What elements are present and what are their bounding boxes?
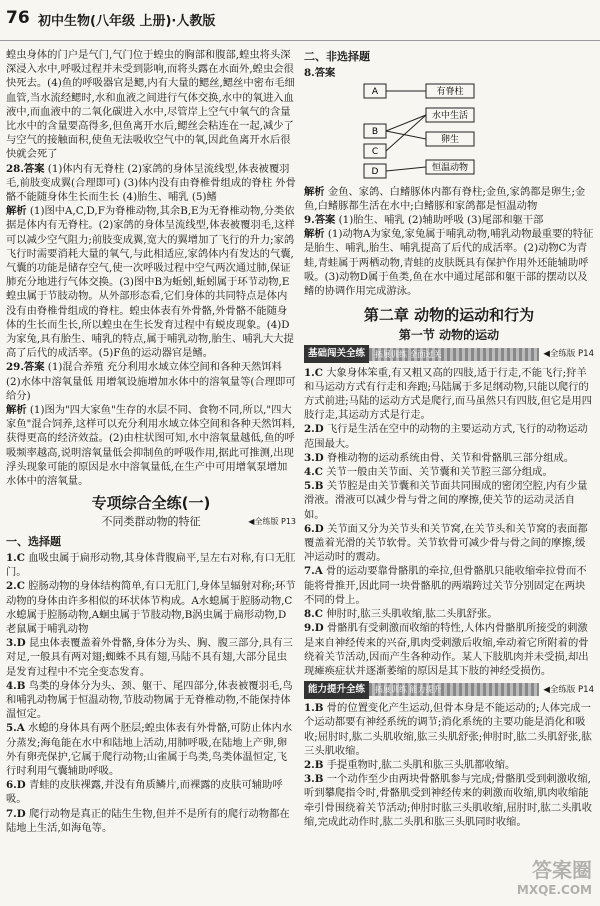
paragraph: 蝗虫身体的门户是气门,气门位于蝗虫的胸部和腹部,蝗虫将头深深浸入水中,呼吸过程并未受到影响,而将头露在水面外,蝗虫会很快死去。(4)鱼的呼吸器官是鳃,内有大量的鳃丝,鳃丝中密布毛细血管,当水流经鳃时,水和血液之间进行气体交换,水中的氧进入血液中,而血液中的二氧化碳进入水中,尽管岸上空气中氧气的含量比水中的含量要高得多,但鱼离开水后,鳃丝会粘连在一起,减少了与空气的接触面积,使鱼无法吸收空气中的氧,因此鱼离开水后很快就会死了 [6,49,295,161]
answer-label: 9.答案 [304,214,336,227]
subtitle-text: 不同类群动物的特征 [101,514,201,528]
item-number: 4.B [6,679,26,692]
banner-label: 基础闯关全练 [304,345,369,363]
list-item [304,621,594,678]
item-number: 3.D [304,451,324,464]
page-header [0,0,600,41]
item-text: 骨的运动要靠骨骼肌的牵拉,但骨骼肌只能收缩牵拉骨而不能将骨推开,因此同一块骨骼肌的两端跨过关节分别固定在两块不同的骨上。 [304,565,587,606]
list-item [304,758,594,772]
item-number: 1.B [304,702,324,715]
item-text: 一个动作至少由两块骨骼肌参与完成;骨骼肌受到刺激收缩,听到攀爬指令时,骨骼肌受到神经传来的刺激而收缩,肌肉收缩能牵引骨围绕着关节活动;伸肘时肱三头肌收缩,屈肘时,肱二头肌收缩,完成此动作时,肱二头肌和肱三头肌同时收缩。 [304,773,593,828]
analysis-label: 解析 [304,185,325,198]
item-number: 7.D [6,807,26,820]
item-number: 2.C [6,580,25,593]
list-item [304,479,594,522]
item-text: 鸟类的身体分为头、颈、躯干、尾四部分,体表被覆羽毛,鸟和哺乳动物属于恒温动物,节肢动物属于无脊椎动物,不能保持体温恒定。 [6,679,293,721]
page-number: 76 [6,8,30,28]
section-heading: 一、选择题 [6,534,61,548]
item-text: 关节腔是由关节囊和关节面共同围成的密闭空腔,内有少量滑液。滑液可以减少骨与骨之间的摩擦,使关节的运动灵活自如。 [304,480,588,521]
node-backbone-label: 有脊柱 [436,87,464,98]
item-text: 大象身体笨重,有又粗又高的四肢,适于行走,不能飞行;狩羊和马运动方式有行走和奔跑;马陆属于多足纲动物,只能以爬行的方式前进;马陆的运动方式是爬行,而马虽然只有四肢,但它是用四肢行走,其运动方式是行走。 [304,366,593,422]
list-item [6,636,296,679]
list-item [304,422,594,450]
analysis-text: (1)图为"四大家鱼"生存的水层不同、食物不同,所以,"四大家鱼"混合饲养,这样可以充分利用水域立体空间和各种天然饵料,获得更高的经济效益。(2)由柱状图可知,水中溶氧量越低,鱼的呼吸频率越高,说明溶氧量低会抑制鱼的呼吸作用,据此可推测,出现浮头现象可能的原因是水中溶氧量低,在生产中可用增氧泵增加水体中的溶氧量。 [6,404,296,488]
connector-line [386,131,426,139]
answer-label: 28.答案 [6,162,45,175]
watermark-text: 答案圈 [532,858,592,882]
connector-line [386,115,426,131]
node-c-label: C [371,147,379,158]
item-number: 7.A [304,565,323,578]
practice-banner [304,681,594,698]
item-text: 伸肘时,肱三头肌收缩,肱二头肌舒张。 [326,608,498,621]
item-text: 关节面又分为关节头和关节窝,在关节头和关节窝的表面都覆盖着光滑的关节软骨。关节软骨可减少骨与骨之间的摩擦,缓冲运动时的震动。 [304,522,588,564]
item-number: 9.D [304,622,324,635]
item-text: 水螅的身体具有两个胚层;蝗虫体表有外骨骼,可防止体内水分蒸发;海龟能在水中和陆地上活动,用肺呼吸,在陆地上产卵,卵外有卵壳保护,它属于爬行动物;山雀属于鸟类,鸟类体温恒定,飞行时利用气囊辅助呼吸。 [6,722,293,777]
item-text: 腔肠动物的身体结构简单,有口无肛门,身体呈辐射对称;环节动物的身体由许多相似的环状体节构成。A水螅属于腔肠动物,C水螅属于腔肠动物,A蛔虫属于节肢动物,B涡虫属于扁形动物,D老鼠属于哺乳动物 [6,580,296,635]
answer-text: (1)混合养殖 充分利用水域立体空间和各种天然饵料 (2)水体中溶氧量低 用增氧设施增加水体中的溶氧量等(合理即可给分) [6,361,296,402]
node-water-label: 水中生活 [431,111,469,122]
answer-list [304,701,594,829]
item-number: 5.A [6,722,25,735]
watermark-url: MXQE.COM [516,883,592,897]
right-column [304,48,594,829]
list-item [304,522,594,565]
answer-list [6,551,296,835]
item-number: 2.B [304,758,324,771]
special-title: 专项综合全练(一) [91,494,211,513]
practice-banner [304,346,594,363]
item-number: 3.D [6,637,26,650]
matching-diagram [304,80,594,180]
section-title: 第一节 动物的运动 [398,328,500,343]
list-item [304,772,594,829]
item-text: 关节一般由关节面、关节囊和关节腔三部分组成。 [326,466,553,479]
analysis-label: 解析 [304,228,325,241]
item-number: 1.C [304,366,323,379]
item-text: 手提重物时,肱二头肌和肱三头肌都收缩。 [326,758,516,771]
answer-label: 8.答案 [304,67,336,80]
item-text: 飞行是生活在空中的动物的主要运动方式,飞行的动物运动范围最大。 [304,423,588,450]
list-item [304,607,594,621]
item-number: 1.C [6,551,25,564]
list-item [6,579,296,636]
page-ref-tag: ◀全练版 P13 [248,516,296,526]
page-ref-tag: ◀全练版 P14 [543,684,594,695]
item-text: 青蛙的皮肤裸露,并没有角质鳞片,而裸露的皮肤可辅助呼吸。 [6,779,283,806]
special-subtitle [6,515,296,529]
book-title: 初中生物(八年级 上册)·人教版 [38,14,216,29]
analysis-label: 解析 [6,404,27,417]
item-number: 8.C [304,608,323,621]
section-heading: 二、非选择题 [304,50,370,63]
watermark [517,860,592,900]
node-d-label: D [371,167,379,178]
chapter-title: 第二章 动物的运动和行为 [363,306,535,325]
analysis-label: 解析 [6,205,27,218]
item-text: 骨骼肌有受刺激而收缩的特性,人体内骨骼肌所接受的刺激是来自神经传来的兴奋,肌肉受刺激后收缩,牵动着它所附着的骨绕着关节活动,因而产生各种动作。某人下肢肌肉并未受损,却出现瘫痪症状并逐渐萎缩的原因是其下肢的神经受损伤。 [304,622,589,677]
list-item [304,701,594,758]
answer-text: (1)体内有无脊柱 (2)家鸽的身体呈流线型,体表被覆羽毛,前肢变成翼(合理即可) (3)体内没有由脊椎骨组成的脊柱 外骨骼不能随身体生长而生长 (4)胎生、哺乳 (5)鳍 [6,162,296,204]
item-number: 3.B [304,773,324,786]
list-item [304,451,594,465]
list-item [6,778,296,806]
connector-line [386,167,426,171]
banner-subtitle: 拓展训练 能力提升 [369,683,539,696]
list-item [6,679,296,722]
connector-line [386,115,426,151]
node-oviparous-label: 卵生 [440,135,460,146]
list-item [6,551,296,579]
item-number: 2.D [304,423,324,436]
list-item [6,807,296,835]
item-text: 骨的位置变化产生运动,但骨本身是不能运动的;人体完成一个运动都要有神经系统的调节;消化系统的主要功能是消化和吸收;屈肘时,肱二头肌收缩,肱三头肌舒张;伸肘时,肱二头肌舒张,肱三头肌收缩。 [304,702,592,757]
item-number: 4.C [304,466,323,479]
item-text: 爬行动物是真正的陆生生物,但并不是所有的爬行动物都在陆地上生活,如海龟等。 [6,807,290,834]
analysis-text: (1)动物A为家兔,家兔属于哺乳动物,哺乳动物最重要的特征是胎生、哺乳,胎生、哺乳提高了后代的成活率。(2)动物C为青蛙,青蛙属于两栖动物,青蛙的皮肤既具有保护作用外还能辅助呼吸。(3)动物D属于鱼类,鱼在水中通过尾部和躯干部的摆动以及鳍的协调作用完成游泳。 [304,228,594,298]
banner-label: 能力提升全练 [304,681,369,699]
list-item [304,366,594,423]
page-ref-tag: ◀全练版 P14 [543,349,594,360]
item-text: 血吸虫属于扁形动物,其身体背腹扁平,呈左右对称,有口无肛门。 [6,551,296,579]
list-item [304,564,594,607]
answer-text: (1)胎生、哺乳 (2)辅助呼吸 (3)尾部和躯干部 [338,214,544,227]
item-text: 昆虫体表覆盖着外骨骼,身体分为头、胸、腹三部分,具有三对足,一般具有两对翅;蜘蛛不具有翅,马陆不具有翅,大部分昆虫是发育过程中不完全变态发育。 [6,637,293,678]
item-number: 6.D [6,779,26,792]
answer-list [304,366,594,678]
banner-subtitle: 拓展训练 全面过关 [369,348,539,361]
node-homeotherm-label: 恒温动物 [431,163,469,174]
list-item [6,721,296,778]
left-column [6,48,296,835]
node-a-label: A [371,87,379,98]
analysis-text: 金鱼、家鸽、白鳍豚体内都有脊柱;金鱼,家鸽都是卵生;金鱼,白鳍豚都生活在水中;白鳍豚和家鸽都是恒温动物 [304,185,586,212]
answer-label: 29.答案 [6,361,45,374]
node-b-label: B [371,127,379,138]
analysis-text: (1)图中A,C,D,F为脊椎动物,其余B,E为无脊椎动物,分类依据是体内有无脊柱。(2)家鸽的身体呈流线型,体表被覆羽毛,这样可以减少空气阻力;前肢变成翼,宽大的翼增加了飞行的升力;家鸽飞行时需要消耗大量的氧气,与此相适应,家鸽体内有发达的气囊,气囊的功能是储存空气,使一次呼吸过程中空气两次通过肺,保证肺充分地进行气体交换。(3)图中B为蚯蚓,蚯蚓属于环节动物,E蝗虫属于节肢动物。从外部形态看,它们身体的共同特点是体内没有由脊椎骨组成的脊柱。蝗虫体表有外骨骼,外骨骼不能随身体的生长而生长,所以蝗虫在生长发育过程中有蜕皮现象。(4)D为家兔,具有胎生、哺乳的特点,属于哺乳动物,胎生、哺乳大大提高了后代的成活率。(5)F鱼的运动器官是鳍。 [6,205,295,360]
item-number: 5.B [304,480,324,493]
list-item [304,465,594,479]
item-number: 6.D [304,522,324,535]
item-text: 脊椎动物的运动系统由骨、关节和骨骼肌三部分组成。 [326,451,575,464]
